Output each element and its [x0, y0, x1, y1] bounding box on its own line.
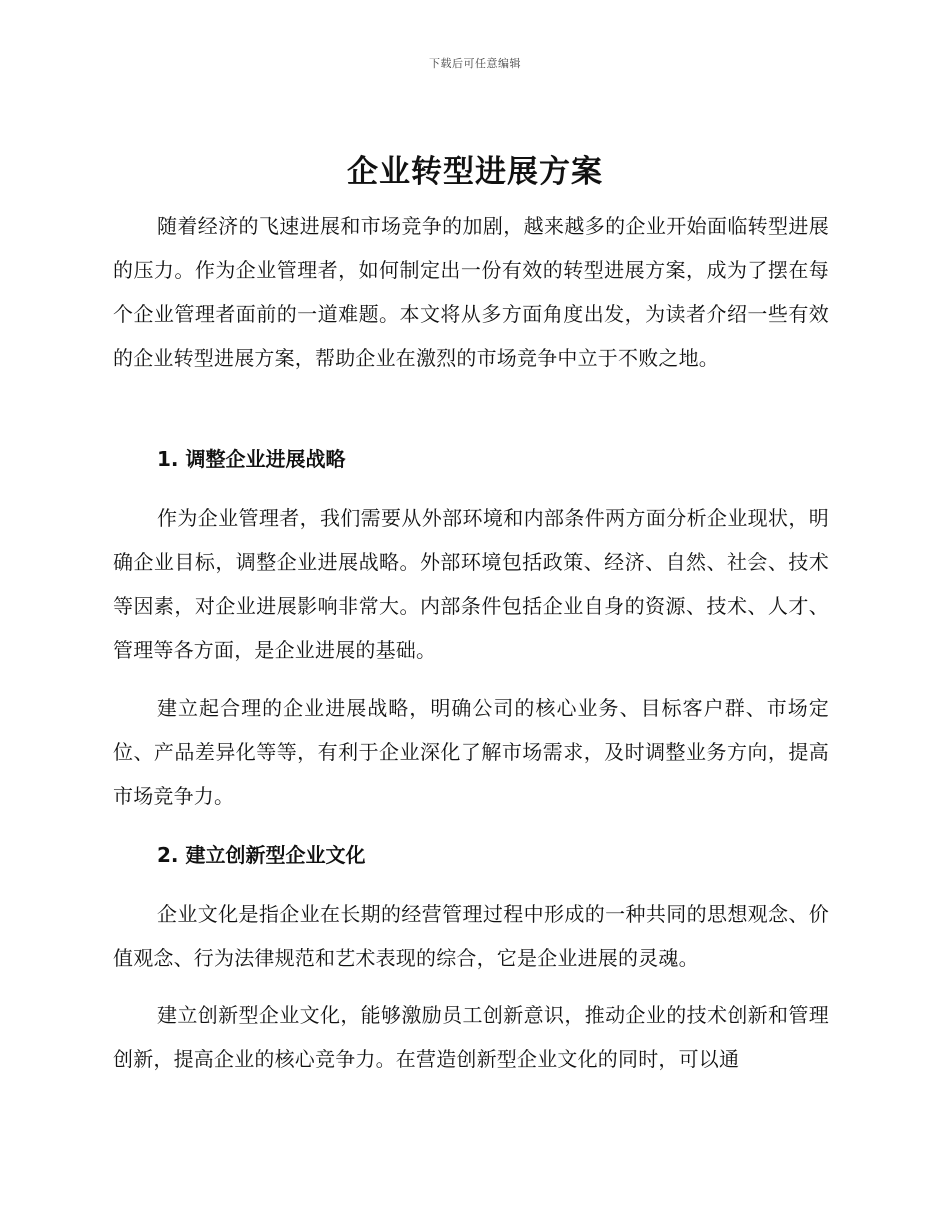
section-heading-1: 1. 调整企业进展战略	[157, 447, 346, 471]
page-title: 企业转型进展方案	[347, 154, 603, 190]
section-heading-2: 2. 建立创新型企业文化	[157, 843, 366, 867]
intro-paragraph: 随着经济的飞速进展和市场竞争的加剧，越来越多的企业开始面临转型进展的压力。作为企业管理者，如何制定出一份有效的转型进展方案，成为了摆在每个企业管理者面前的一道难题。本文将从多方面角度出发，为读者介绍一些有效的企业转型进展方案，帮助企业在激烈的市场竞争中立于不败之地。	[113, 214, 829, 370]
section-2-paragraph-2: 建立创新型企业文化，能够激励员工创新意识，推动企业的技术创新和管理创新，提高企业的核心竞争力。在营造创新型企业文化的同时，可以通	[113, 1003, 829, 1071]
header-note: 下载后可任意编辑	[429, 57, 521, 70]
section-2-paragraph-1: 企业文化是指企业在长期的经营管理过程中形成的一种共同的思想观念、价值观念、行为法律规范和艺术表现的综合，它是企业进展的灵魂。	[113, 902, 829, 970]
section-1-paragraph-1: 作为企业管理者，我们需要从外部环境和内部条件两方面分析企业现状，明确企业目标，调整企业进展战略。外部环境包括政策、经济、自然、社会、技术等因素，对企业进展影响非常大。内部条件包括企业自身的资源、技术、人才、管理等各方面，是企业进展的基础。	[113, 506, 829, 662]
section-1-paragraph-2: 建立起合理的企业进展战略，明确公司的核心业务、目标客户群、市场定位、产品差异化等等，有利于企业深化了解市场需求，及时调整业务方向，提高市场竞争力。	[113, 696, 829, 808]
